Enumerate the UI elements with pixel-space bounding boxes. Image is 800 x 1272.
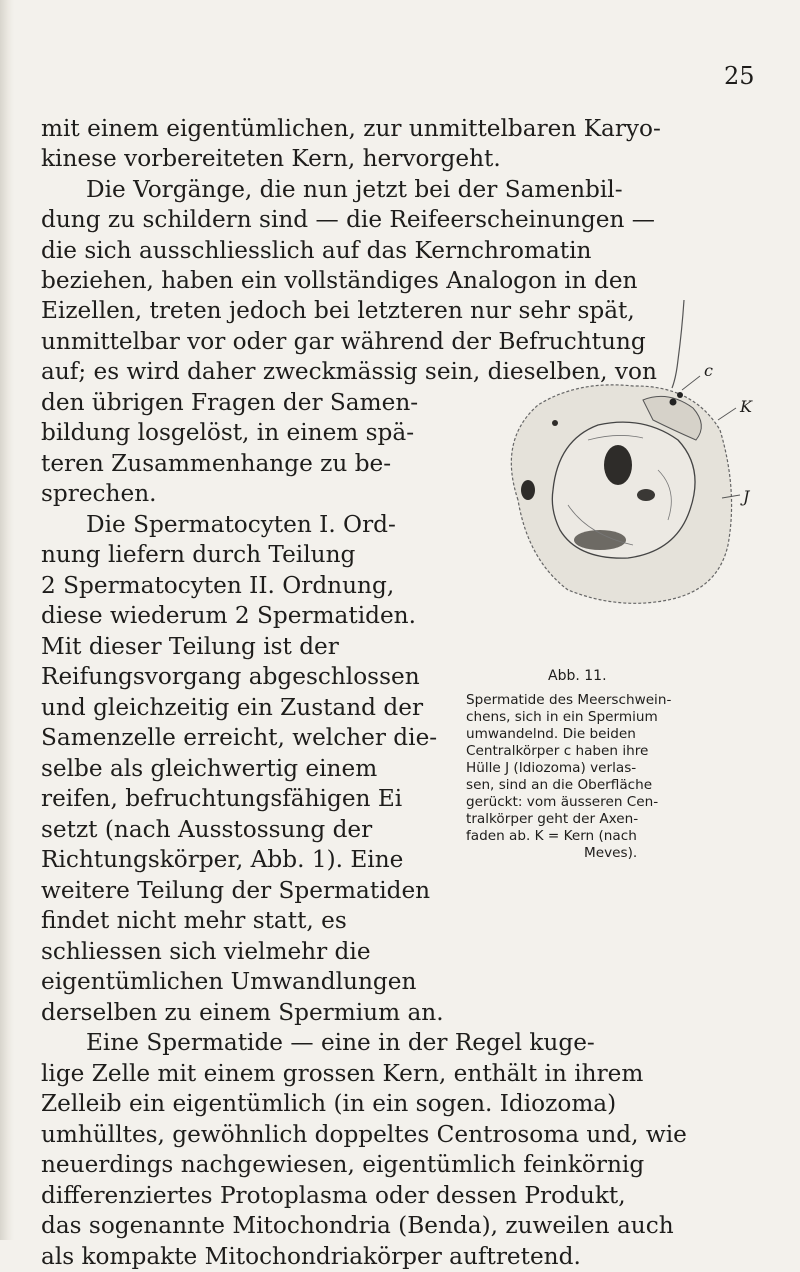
text-line: unmittelbar vor oder gar während der Befruchtung xyxy=(41,328,646,355)
text-line: Samenzelle erreicht, welcher die- xyxy=(41,724,438,751)
chromatin-granule xyxy=(604,445,632,485)
text-line: derselben zu einem Spermium an. xyxy=(41,999,444,1026)
text-line: Zelleib ein eigentümlich (in ein sogen. Idiozoma) xyxy=(41,1090,617,1117)
text-line: Eizellen, treten jedoch bei letzteren nur sehr spät, xyxy=(41,297,635,324)
text-line: die sich ausschliesslich auf das Kernchromatin xyxy=(41,237,592,264)
text-line: reifen, befruchtungsfähigen Ei xyxy=(41,785,403,812)
text-line: Die Vorgänge, die nun jetzt bei der Samenbil- xyxy=(86,176,623,203)
figure-title: Abb. 11. xyxy=(548,668,607,684)
axial-filament xyxy=(672,300,684,388)
chromatin-granule xyxy=(552,420,558,426)
text-line: beziehen, haben ein vollständiges Analogon in den xyxy=(41,267,638,294)
text-line: eigentümlichen Umwandlungen xyxy=(41,968,417,995)
page-number: 25 xyxy=(724,62,755,90)
text-line: selbe als gleichwertig einem xyxy=(41,755,378,782)
text-line: das sogenannte Mitochondria (Benda), zuweilen auch xyxy=(41,1212,674,1239)
text-line: den übrigen Fragen der Samen- xyxy=(41,389,419,416)
text-line: und gleichzeitig ein Zustand der xyxy=(41,694,424,721)
text-line: diese wiederum 2 Spermatiden. xyxy=(41,602,416,629)
text-line: dung zu schildern sind — die Reifeerscheinungen — xyxy=(41,206,655,233)
text-line: als kompakte Mitochondriakörper auftretend. xyxy=(41,1243,581,1270)
text-line: teren Zusammenhange zu be- xyxy=(41,450,392,477)
text-line: mit einem eigentümlichen, zur unmittelbaren Karyo- xyxy=(41,115,661,142)
text-line: Die Spermatocyten I. Ord- xyxy=(86,511,396,538)
centrosome xyxy=(670,399,677,406)
label-k: K xyxy=(740,397,752,416)
label-c: c xyxy=(704,361,713,380)
figure-caption-line: chens, sich in ein Spermium xyxy=(466,709,658,725)
figure-caption-line: Centralkörper c haben ihre xyxy=(466,743,649,759)
text-line: auf; es wird daher zweckmässig sein, dieselben, von xyxy=(41,358,657,385)
figure-caption-line: sen, sind an die Oberfläche xyxy=(466,777,653,793)
text-line: Mit dieser Teilung ist der xyxy=(41,633,339,660)
centrosome xyxy=(677,392,683,398)
text-line: bildung losgelöst, in einem spä- xyxy=(41,419,415,446)
text-line: nung liefern durch Teilung xyxy=(41,541,356,568)
text-line: setzt (nach Ausstossung der xyxy=(41,816,373,843)
text-line: differenziertes Protoplasma oder dessen Produkt, xyxy=(41,1182,626,1209)
text-line: sprechen. xyxy=(41,480,157,507)
text-line: lige Zelle mit einem grossen Kern, enthält in ihrem xyxy=(41,1060,644,1087)
text-line: umhülltes, gewöhnlich doppeltes Centrosoma und, wie xyxy=(41,1121,687,1148)
figure-caption-line: umwandelnd. Die beiden xyxy=(466,726,636,742)
text-line: kinese vorbereiteten Kern, hervorgeht. xyxy=(41,145,501,172)
figure-caption-line: Meves). xyxy=(584,845,638,861)
figure-caption-line: Hülle J (Idiozoma) verlas- xyxy=(466,760,637,776)
text-line: Richtungskörper, Abb. 1). Eine xyxy=(41,846,404,873)
page-gutter xyxy=(0,0,14,1240)
text-line: weitere Teilung der Spermatiden xyxy=(41,877,431,904)
figure-caption-line: Spermatide des Meerschwein- xyxy=(466,692,672,708)
figure-caption-line: tralkörper geht der Axen- xyxy=(466,811,639,827)
figure-caption-line: gerückt: vom äusseren Cen- xyxy=(466,794,659,810)
label-j: J xyxy=(743,487,750,506)
text-line: Eine Spermatide — eine in der Regel kuge- xyxy=(86,1029,595,1056)
text-line: findet nicht mehr statt, es xyxy=(41,907,347,934)
text-line: Reifungsvorgang abgeschlossen xyxy=(41,663,420,690)
chromatin-granule xyxy=(637,489,655,501)
text-line: 2 Spermatocyten II. Ordnung, xyxy=(41,572,395,599)
spermatid-figure xyxy=(468,290,768,660)
chromatin-granule xyxy=(521,480,535,500)
text-line: neuerdings nachgewiesen, eigentümlich feinkörnig xyxy=(41,1151,645,1178)
text-line: schliessen sich vielmehr die xyxy=(41,938,371,965)
figure-caption-line: faden ab. K = Kern (nach xyxy=(466,828,637,844)
